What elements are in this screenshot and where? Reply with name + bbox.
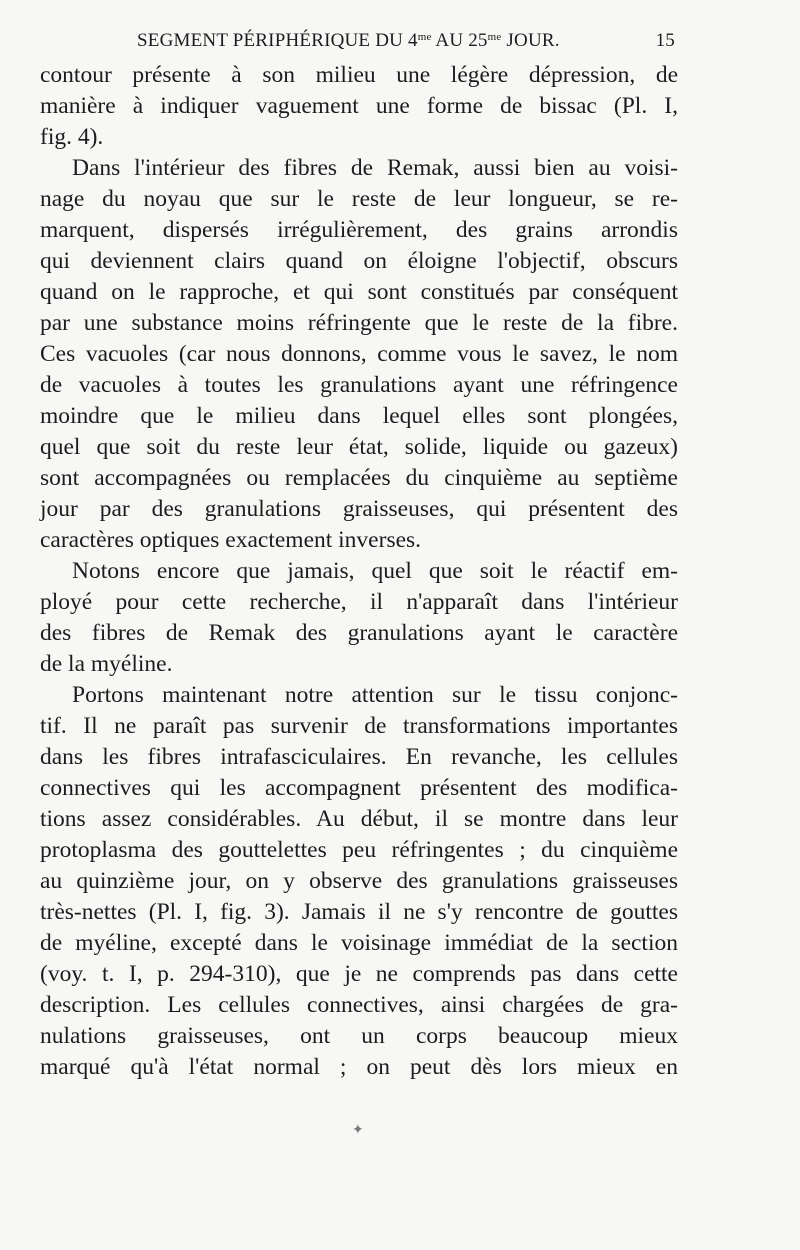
text-line: caractères optiques exactement inverses. (40, 527, 422, 553)
text-line: de vacuoles à toutes les granulations ayant une réfringence (40, 372, 678, 398)
text-line: très-nettes (Pl. I, fig. 3). Jamais il ne s'y rencontre de gouttes (40, 899, 678, 925)
text-line: sont accompagnées ou remplacées du cinquième au septième (40, 465, 678, 491)
text-line: protoplasma des gouttelettes peu réfringentes ; du cinquième (40, 837, 678, 863)
text-line: contour présente à son milieu une légère dépression, de (40, 62, 678, 88)
text-line: manière à indiquer vaguement une forme de bissac (Pl. I, (40, 93, 678, 119)
text-line: marquent, dispersés irrégulièrement, des grains arrondis (40, 217, 678, 243)
text-line: de myéline, excepté dans le voisinage immédiat de la section (40, 930, 678, 956)
text-line: moindre que le milieu dans lequel elles sont plongées, (40, 403, 678, 429)
text-line: nulations graisseuses, ont un corps beaucoup mieux (40, 1023, 678, 1049)
text-line: quel que soit du reste leur état, solide, liquide ou gazeux) (40, 434, 678, 460)
running-title: SEGMENT PÉRIPHÉRIQUE DU $4^{me}$ AU $25^{me}$ JOUR. (137, 30, 560, 51)
text-line: dans les fibres intrafasciculaires. En revanche, les cellules (40, 744, 678, 770)
text-line: qui deviennent clairs quand on éloigne l'objectif, obscurs (40, 248, 678, 274)
text-line: ployé pour cette recherche, il n'apparaît dans l'intérieur (40, 589, 678, 615)
text-line: fig. 4). (40, 124, 104, 150)
text-line: marqué qu'à l'état normal ; on peut dès lors mieux en (40, 1054, 678, 1080)
text-line: jour par des granulations graisseuses, qui présentent des (40, 496, 678, 522)
text-line: quand on le rapproche, et qui sont constitués par conséquent (40, 279, 678, 305)
text-line: Notons encore que jamais, quel que soit le réactif em- (72, 558, 678, 584)
text-line: (voy. t. I, p. 294-310), que je ne comprends pas dans cette (40, 961, 678, 987)
text-line: des fibres de Remak des granulations ayant le caractère (40, 620, 678, 646)
text-line: Ces vacuoles (car nous donnons, comme vous le savez, le nom (40, 341, 678, 367)
text-line: Dans l'intérieur des fibres de Remak, aussi bien au voisi- (72, 155, 678, 181)
text-line: par une substance moins réfringente que le reste de la fibre. (40, 310, 678, 336)
text-line: au quinzième jour, on y observe des granulations graisseuses (40, 868, 678, 894)
body-text (40, 60, 678, 1083)
text-line: nage du noyau que sur le reste de leur longueur, se re- (40, 186, 678, 212)
text-line: tions assez considérables. Au début, il se montre dans leur (40, 806, 678, 832)
running-header (40, 30, 675, 60)
text-line: description. Les cellules connectives, ainsi chargées de gra- (40, 992, 678, 1018)
text-line: connectives qui les accompagnent présentent des modifica- (40, 775, 678, 801)
text-line: Portons maintenant notre attention sur le tissu conjonc- (72, 682, 678, 708)
text-line: de la myéline. (40, 651, 173, 677)
print-speck: ✦ (352, 1123, 364, 1138)
page-number: 15 (655, 30, 675, 51)
text-line: tif. Il ne paraît pas survenir de transformations importantes (40, 713, 678, 739)
